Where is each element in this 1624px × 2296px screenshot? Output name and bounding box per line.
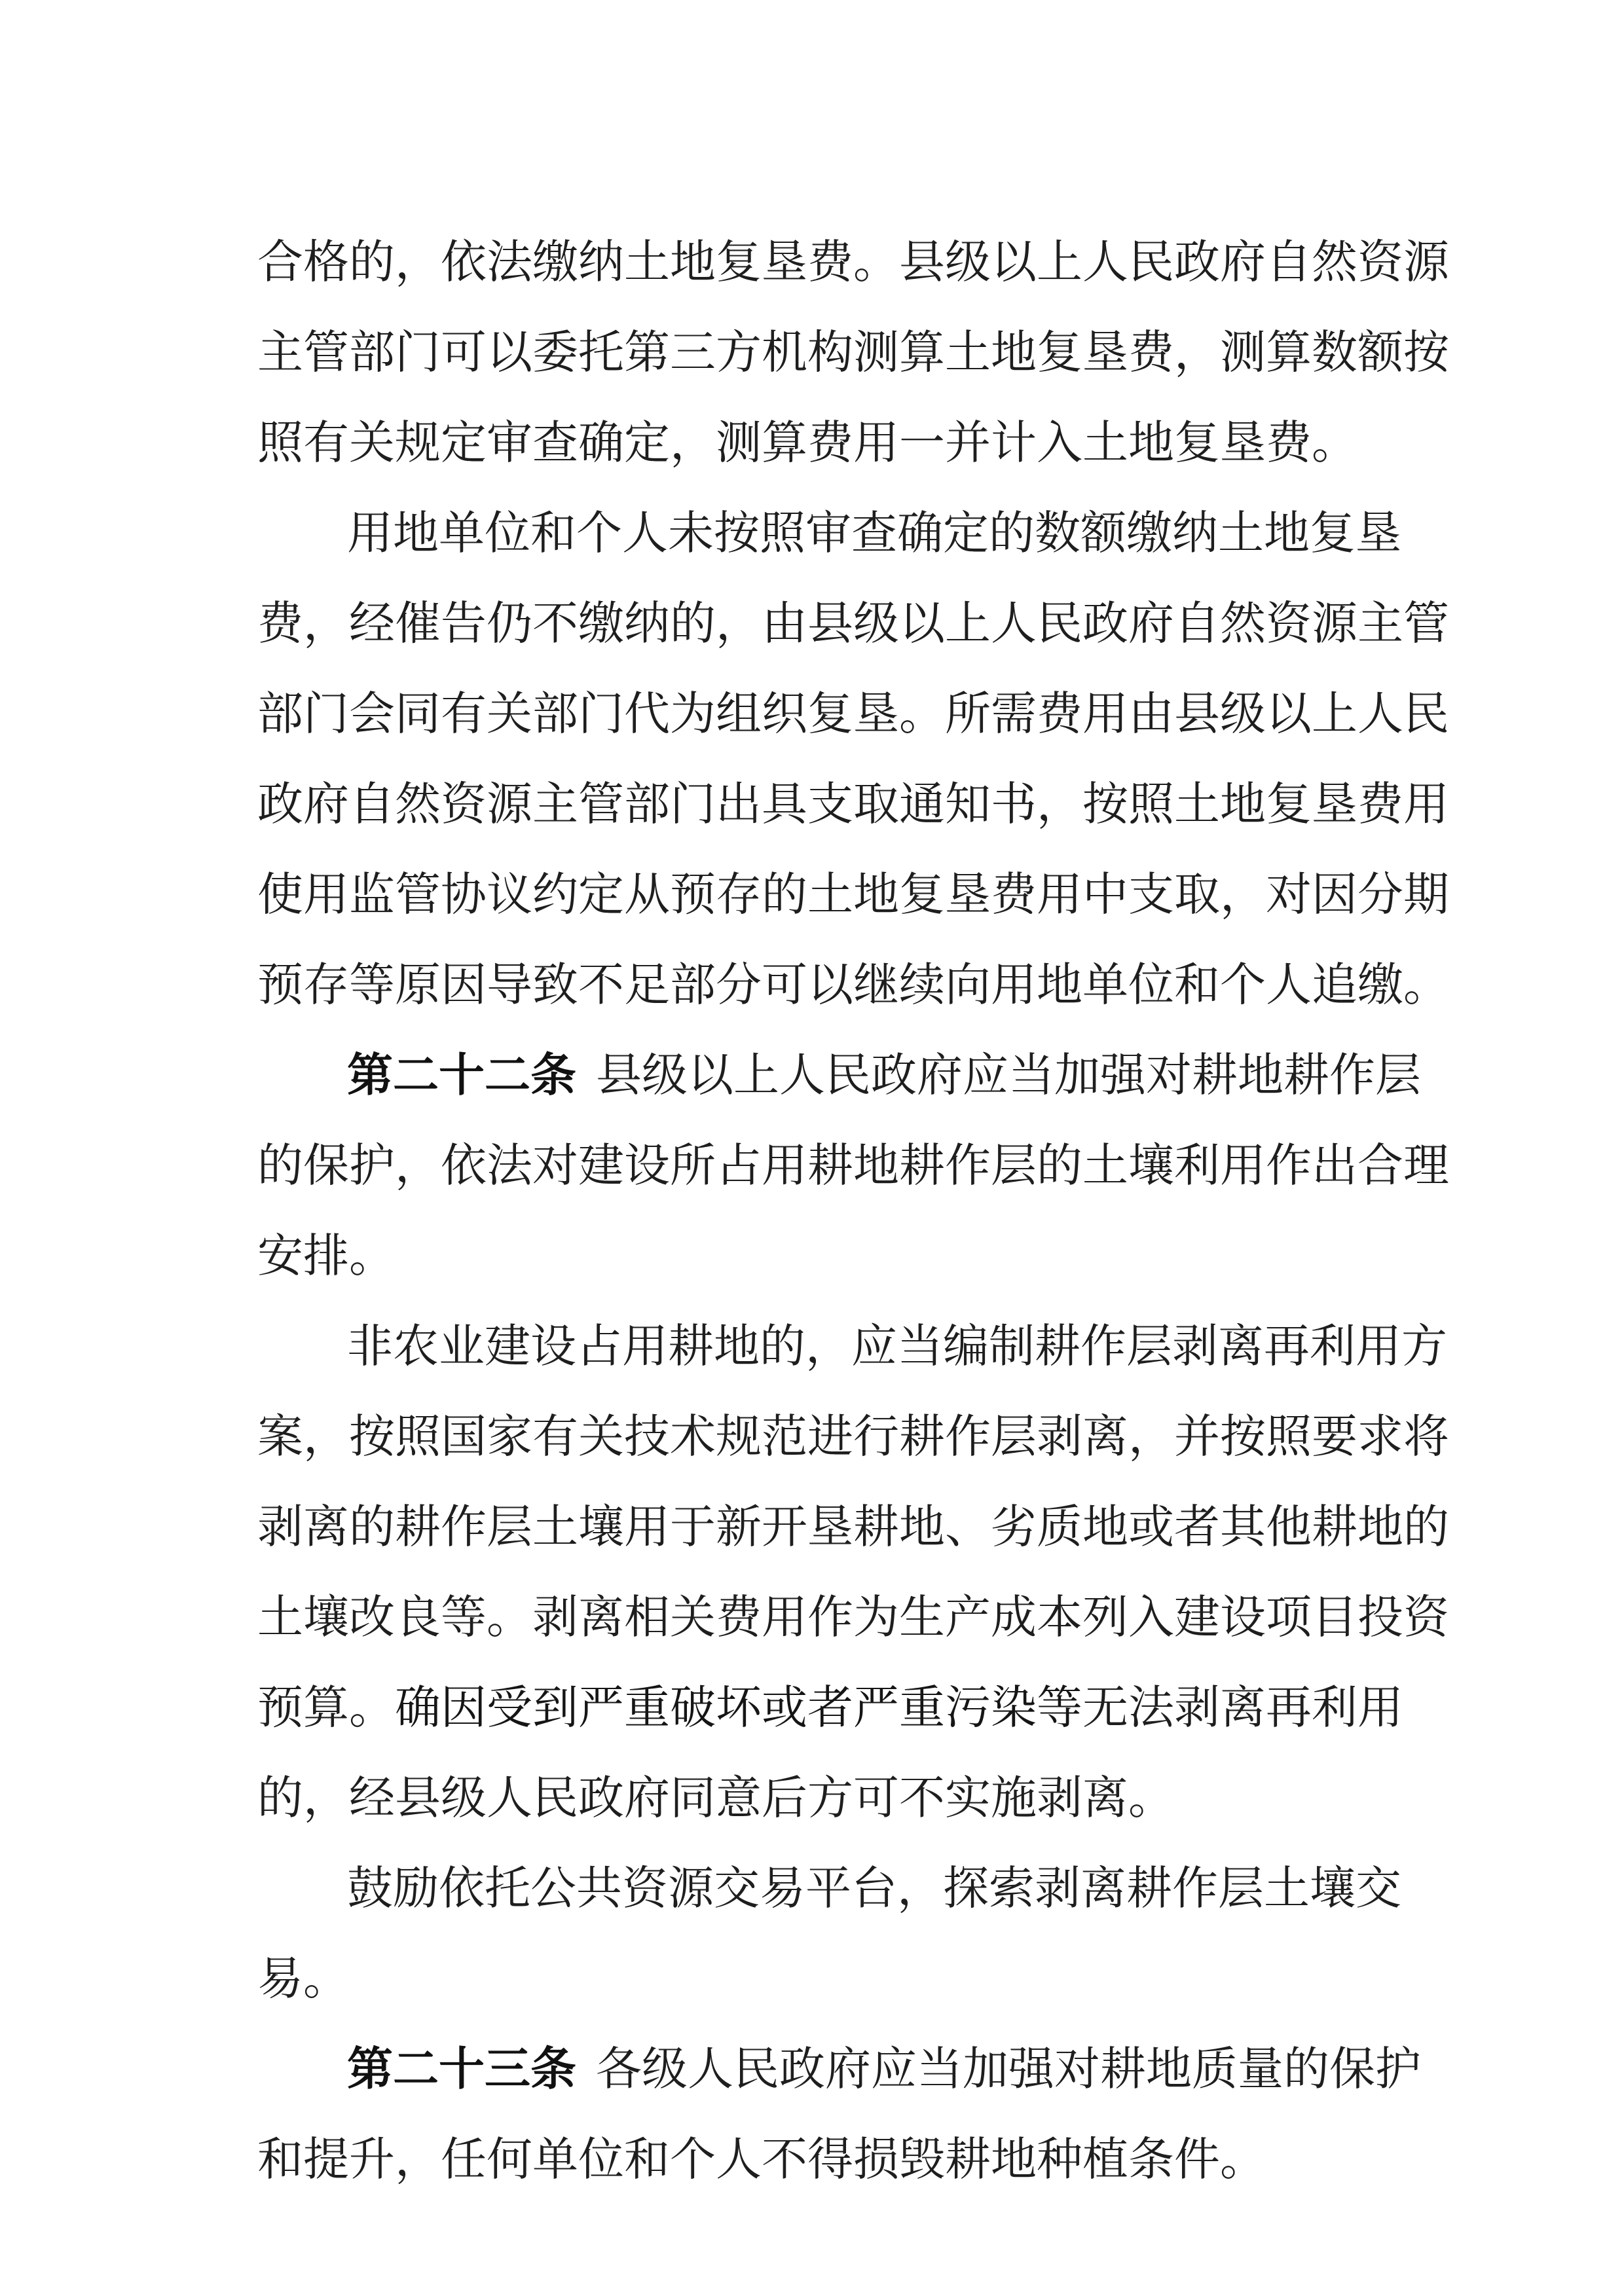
text-line: 使用监管协议约定从预存的土地复垦费用中支取，对因分期 xyxy=(257,867,1449,921)
article-text: 各级人民政府应当加强对耕地质量的保护 xyxy=(596,2042,1421,2096)
paragraph-first-line: 用地单位和个人未按照审查确定的数额缴纳土地复垦 xyxy=(347,506,1401,560)
article-23-first-line xyxy=(347,2030,1421,2108)
text-line: 政府自然资源主管部门出具支取通知书，按照土地复垦费用 xyxy=(257,777,1449,831)
text-line: 安排。 xyxy=(257,1229,395,1283)
paragraph-first-line: 鼓励依托公共资源交易平台，探索剥离耕作层土壤交 xyxy=(347,1861,1401,1915)
text-line: 费，经催告仍不缴纳的，由县级以上人民政府自然资源主管 xyxy=(257,596,1449,650)
text-line: 合格的，依法缴纳土地复垦费。县级以上人民政府自然资源 xyxy=(257,235,1449,289)
text-line: 部门会同有关部门代为组织复垦。所需费用由县级以上人民 xyxy=(257,687,1449,740)
text-line: 易。 xyxy=(257,1952,349,2005)
text-line: 的保护，依法对建设所占用耕地耕作层的土壤利用作出合理 xyxy=(257,1139,1449,1192)
text-line: 土壤改良等。剥离相关费用作为生产成本列入建设项目投资 xyxy=(257,1590,1449,1644)
text-line: 剥离的耕作层土壤用于新开垦耕地、劣质地或者其他耕地的 xyxy=(257,1500,1449,1554)
text-segment: 预算。 xyxy=(257,1681,395,1734)
text-line: 主管部门可以委托第三方机构测算土地复垦费，测算数额按 xyxy=(257,325,1449,379)
text-line: 预存等原因导致不足部分可以继续向用地单位和个人追缴。 xyxy=(257,958,1449,1011)
text-line: 案，按照国家有关技术规范进行耕作层剥离，并按照要求将 xyxy=(257,1410,1449,1463)
text-line: 和提升，任何单位和个人不得损毁耕地种植条件。 xyxy=(257,2132,1266,2186)
text-line: 的，经县级人民政府同意后方可不实施剥离。 xyxy=(257,1771,1174,1825)
text-segment: 无法剥离再利用 xyxy=(1082,1681,1403,1734)
article-22-first-line xyxy=(347,1036,1421,1114)
article-heading: 第二十三条 xyxy=(347,2042,576,2096)
text-line: 照有关规定审查确定，测算费用一并计入土地复垦费。 xyxy=(257,416,1357,469)
text-line-mixed xyxy=(257,1668,1403,1747)
article-text: 县级以上人民政府应当加强对耕地耕作层 xyxy=(596,1048,1421,1102)
emphasized-text-segment: 确因受到严重破坏或者严重污染等 xyxy=(395,1681,1082,1734)
paragraph-first-line: 非农业建设占用耕地的，应当编制耕作层剥离再利用方 xyxy=(347,1319,1447,1373)
article-heading: 第二十二条 xyxy=(347,1048,576,1102)
